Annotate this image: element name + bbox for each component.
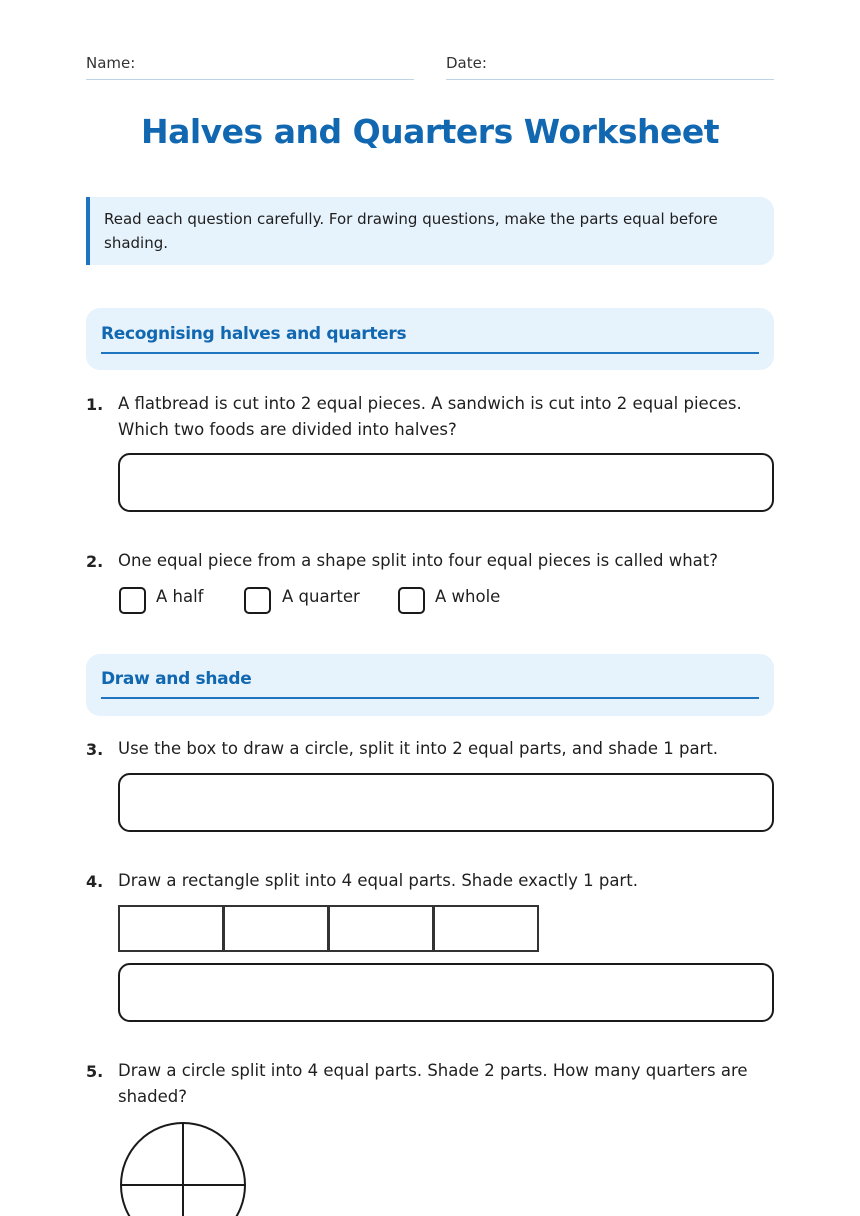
question-text: Use the box to draw a circle, split it into 2 equal parts, and shade 1 part.	[118, 739, 719, 758]
rectangle-part[interactable]	[223, 905, 329, 952]
question-number: 3.	[86, 740, 104, 759]
section-title: Draw and shade	[101, 669, 252, 689]
option-label: A quarter	[282, 587, 360, 606]
date-label: Date:	[446, 54, 487, 72]
name-field[interactable]	[86, 79, 414, 80]
section-title: Recognising halves and quarters	[101, 324, 407, 344]
question-number: 2.	[86, 552, 104, 571]
page-title: Halves and Quarters Worksheet	[140, 112, 720, 151]
question-number: 1.	[86, 395, 104, 414]
question-text: A flatbread is cut into 2 equal pieces. A sandwich is cut into 2 equal pieces. Which two foods are divided into halves?	[118, 394, 742, 439]
option-checkbox-whole[interactable]	[398, 587, 425, 614]
option-checkbox-half[interactable]	[119, 587, 146, 614]
answer-box[interactable]	[118, 453, 774, 512]
question-text: Draw a rectangle split into 4 equal parts. Shade exactly 1 part.	[118, 871, 638, 890]
quartered-circle-diagram	[112, 1114, 254, 1216]
section-divider	[101, 697, 759, 699]
question-text: One equal piece from a shape split into four equal pieces is called what?	[118, 551, 719, 570]
question-text: Draw a circle split into 4 equal parts. Shade 2 parts. How many quarters are shaded?	[118, 1061, 748, 1106]
instructions-text: Read each question carefully. For drawing questions, make the parts equal before shading.	[104, 210, 718, 252]
name-label: Name:	[86, 54, 136, 72]
option-label: A whole	[435, 587, 501, 606]
rectangle-part[interactable]	[328, 905, 434, 952]
option-checkbox-quarter[interactable]	[244, 587, 271, 614]
rectangle-part[interactable]	[433, 905, 539, 952]
question-number: 5.	[86, 1062, 104, 1081]
answer-box[interactable]	[118, 963, 774, 1022]
section-divider	[101, 352, 759, 354]
option-label: A half	[156, 587, 204, 606]
date-field[interactable]	[446, 79, 774, 80]
answer-box[interactable]	[118, 773, 774, 832]
question-number: 4.	[86, 872, 104, 891]
rectangle-part[interactable]	[118, 905, 224, 952]
